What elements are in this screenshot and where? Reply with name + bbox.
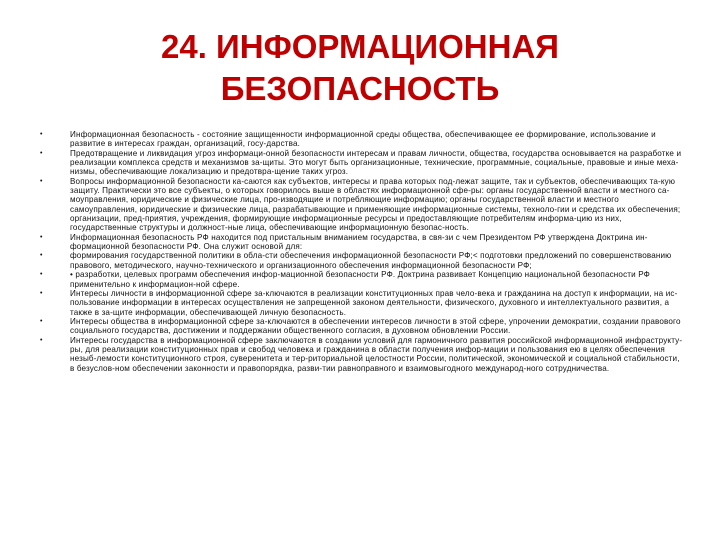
list-item xyxy=(40,149,685,177)
bullet-list xyxy=(40,130,685,373)
list-item-text: Предотвращение и ликвидация угроз информаци-онной безопасности интересам и правам личности, общества, государства основывается на разработке и реализации комплекса средств и механизмов за-щиты. Это могут быть организационные, технические, программные, социальные, правовые и иные меха-низмы, обеспечивающие локализацию и предотвра-щение таких угроз. xyxy=(70,148,682,177)
slide-title-line-1: 24. ИНФОРМАЦИОННАЯ xyxy=(160,28,560,65)
list-item-text: Информационная безопасность - состояние защищенности информационной среды общества, обеспечивающее ее формирование, использование и развитие в интересах граждан, организаций, госу-дарства. xyxy=(70,130,656,149)
bullet-icon: • xyxy=(40,252,43,260)
list-item xyxy=(40,233,685,252)
list-item xyxy=(40,251,685,270)
list-item-text: Интересы государства в информационной сфере заключаются в создании условий для гармоничного развития российской информационной инфраструкту-ры, для реализации конституционных прав и свобод человека и гражданина в области получения инфор-мации и пользования ею в целях обеспечения незыб-лемости конституционного строя, суверенитета и тер-риториальной целостности России, политической, экономической и социальной стабильности, в безуслов-ном обеспечении законности и правопорядка, разви-тии равноправного и взаимовыгодного международ-ного сотрудничества. xyxy=(70,335,683,373)
bullet-icon: • xyxy=(40,336,43,344)
list-item xyxy=(40,270,685,289)
bullet-icon: • xyxy=(40,233,43,241)
bullet-icon: • xyxy=(40,177,43,185)
list-item-text: Информационная безопасность РФ находится под пристальным вниманием государства, в свя-зи с чем Президентом РФ утверждена Доктрина ин-формационной безопасности РФ. Она служит основой для: xyxy=(70,232,648,252)
bullet-icon: • xyxy=(40,317,43,325)
list-item xyxy=(40,177,685,233)
bullet-icon: • xyxy=(40,131,43,138)
list-item xyxy=(40,289,685,317)
list-item xyxy=(40,336,685,373)
list-item-text: формирования государственной политики в обла-сти обеспечения информационной безопасности РФ;< подготовки предложений по совершенствованию правового, методического, научно-технического и организационного обеспечения информационной безопасности РФ; xyxy=(70,251,672,270)
list-item-text: • разработки, целевых программ обеспечения инфор-мационной безопасности РФ. Доктрина развивает Концепцию национальной безопасности РФ применительно к информацион-ной сфере. xyxy=(70,270,650,289)
list-item-text: Вопросы информационной безопасности ка-саются как субъектов, интересы и права которых под-лежат защите, так и субъектов, обеспечивающих та-кую защиту. Практически это все субъекты, о которых говорилось выше в областях информационной сфе-ры: органы государственной власти и местного са-моуправления, юридические и физические лица, про-изводящие и потребляющие информацию; органы государственной власти и местного самоуправления, юридические и физические лица, разрабатывающие и применяющие информационные системы, техноло-гии и средства их обеспечения; организации, пред-приятия, учреждения, формирующие информационные ресурсы и предоставляющие потребителям информа-цию из них, государственные структуры и должност-ные лица, обеспечивающие информационную безопас-ность. xyxy=(70,176,681,233)
bullet-icon: • xyxy=(40,289,43,297)
slide-title xyxy=(60,26,660,110)
bullet-icon: • xyxy=(40,149,43,157)
list-item xyxy=(40,317,685,336)
list-item-text: Интересы общества в информационной сфере за-ключаются в обеспечении интересов личности в этой сфере, упрочении демократии, создании правового социального государства, достижении и поддержании общественного согласия, в духовном обновлении России. xyxy=(70,316,681,336)
list-item xyxy=(40,130,685,149)
slide-title-line-2: БЕЗОПАСНОСТЬ xyxy=(220,70,500,107)
list-item-text: Интересы личности в информационной сфере за-ключаются в реализации конституционных прав чело-века и гражданина на доступ к информации, на ис-пользование информации в интересах осуществления не запрещенной законом деятельности, физического, духовного и интеллектуального развития, а также в за-щите информации, обеспечивающей личную безопасность. xyxy=(70,288,678,317)
bullet-icon: • xyxy=(40,271,43,279)
